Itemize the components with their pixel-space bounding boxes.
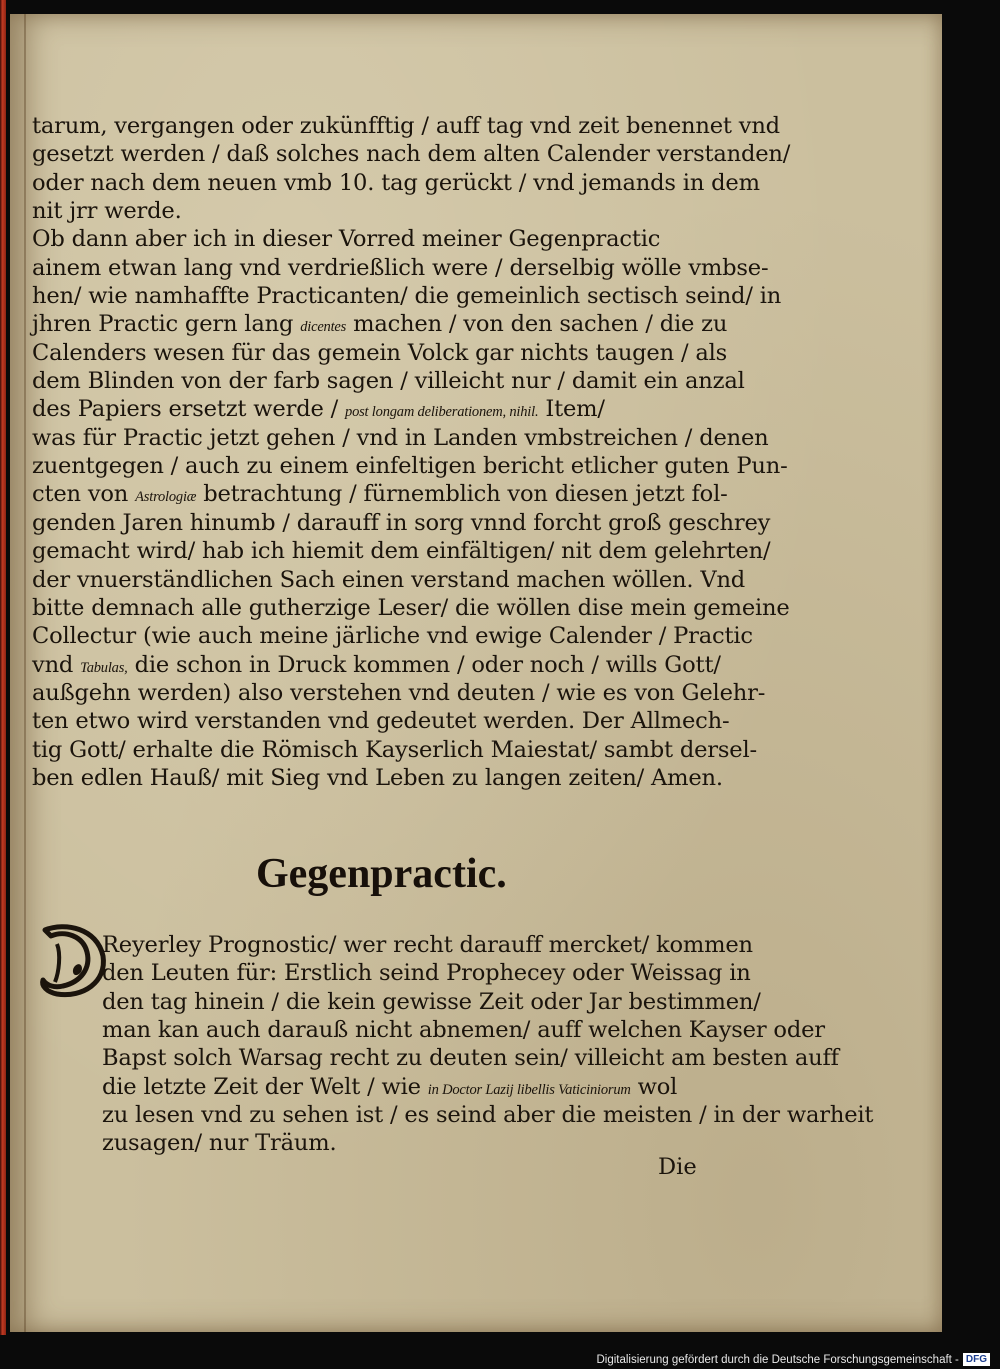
text-line: des Papiers ersetzt werde / post longam deliberationem, nihil. Item/ xyxy=(32,396,605,423)
text-line: tarum, vergangen oder zukünfftig / auff tag vnd zeit benennet vnd xyxy=(32,113,780,139)
text-line: hen/ wie namhaffte Practicanten/ die gemeinlich sectisch seind/ in xyxy=(32,283,782,310)
paragraph-preface xyxy=(32,112,791,792)
text-line: oder nach dem neuen vmb 10. tag gerückt / vnd jemands in dem xyxy=(32,169,760,196)
text-line: ten etwo wird verstanden vnd gedeutet werden. Der Allmech- xyxy=(32,708,730,735)
text-line: der vnuerständlichen Sach einen verstand machen wöllen. Vnd xyxy=(32,566,746,593)
section-heading: Gegenpractic. xyxy=(256,851,507,897)
text-line: gemacht wird/ hab ich hiemit dem einfältigen/ nit dem gelehrten/ xyxy=(32,538,771,565)
text-line: tig Gott/ erhalte die Römisch Kayserlich Maiestat/ sambt dersel- xyxy=(32,736,757,763)
text-line: Reyerley Prognostic/ wer recht darauff mercket/ kommen xyxy=(102,932,753,958)
drop-cap-D-icon xyxy=(35,920,109,1000)
paragraph-gegenpractic xyxy=(102,931,874,1158)
book-spine-edge xyxy=(0,0,6,1335)
text-line: nit jrr werde. xyxy=(32,198,182,225)
text-line: was für Practic jetzt gehen / vnd in Landen vmbstreichen / denen xyxy=(32,424,769,451)
text-line: bitte demnach alle gutherzige Leser/ die wöllen dise mein gemeine xyxy=(32,594,790,621)
text-line: vnd Tabulas, die schon in Druck kommen / oder noch / wills Gott/ xyxy=(32,651,721,678)
footer-credit xyxy=(596,1353,990,1366)
text-line: Bapst solch Warsag recht zu deuten sein/ villeicht am besten auff xyxy=(102,1045,839,1072)
text-line: den tag hinein / die kein gewisse Zeit oder Jar bestimmen/ xyxy=(102,988,761,1015)
text-line: zuentgegen / auch zu einem einfeltigen bericht etlicher guten Pun- xyxy=(32,453,788,480)
text-line: gesetzt werden / daß solches nach dem alten Calender verstanden/ xyxy=(32,141,791,168)
text-line: cten von Astrologiæ betrachtung / fürnemblich von diesen jetzt fol- xyxy=(32,481,728,508)
text-line: ainem etwan lang vnd verdrießlich were / derselbig wölle vmbse- xyxy=(32,254,769,281)
text-line: zusagen/ nur Träum. xyxy=(102,1130,337,1157)
catchword: Die xyxy=(658,1154,697,1180)
text-line: zu lesen vnd zu sehen ist / es seind aber die meisten / in der warheit xyxy=(102,1102,874,1129)
text-line: außgehn werden) also verstehen vnd deuten / wie es von Gelehr- xyxy=(32,679,766,706)
text-line: dem Blinden von der farb sagen / villeicht nur / damit ein anzal xyxy=(32,368,745,395)
text-line: Ob dann aber ich in dieser Vorred meiner Gegenpractic xyxy=(32,226,661,253)
text-line: man kan auch darauß nicht abnemen/ auff welchen Kayser oder xyxy=(102,1017,825,1044)
text-line: Calenders wesen für das gemein Volck gar nichts taugen / als xyxy=(32,339,728,366)
dfg-logo-icon: DFG xyxy=(963,1353,990,1366)
text-line: Collectur (wie auch meine järliche vnd ewige Calender / Practic xyxy=(32,623,753,650)
text-line: genden Jaren hinumb / darauff in sorg vnnd forcht groß geschrey xyxy=(32,509,771,536)
footer-text: Digitalisierung gefördert durch die Deutsche Forschungsgemeinschaft - xyxy=(596,1353,959,1366)
text-line: die letzte Zeit der Welt / wie in Doctor Lazij libellis Vaticiniorum wol xyxy=(102,1073,678,1100)
book-page xyxy=(10,14,942,1332)
text-line: den Leuten für: Erstlich seind Prophecey oder Weissag in xyxy=(102,960,751,987)
text-line: ben edlen Hauß/ mit Sieg vnd Leben zu langen zeiten/ Amen. xyxy=(32,764,723,791)
text-line: jhren Practic gern lang dicentes machen / von den sachen / die zu xyxy=(32,311,728,338)
page-gutter xyxy=(24,14,26,1332)
